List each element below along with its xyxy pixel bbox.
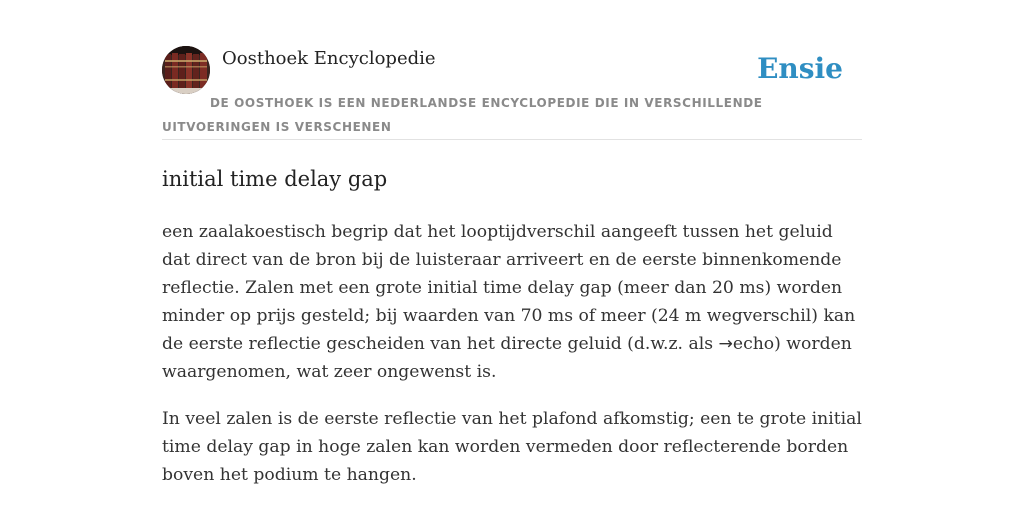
paragraph-text: een zaalakoestisch begrip dat het looptijdverschil aangeeft tussen het geluid dat direct van de bron bij de luisteraar arriveert en de eerste binnenkomende reflectie. Zalen met een grote initial time delay gap (meer dan 20 ms) worden minder op prijs gesteld; bij waarden van 70 ms of meer (24 m wegverschil) kan de eerste reflectie gescheiden van het directe geluid (d.w.z. als	[162, 222, 856, 354]
page-container	[162, 46, 862, 489]
entry-title: initial time delay gap	[162, 167, 388, 191]
entry-paragraph	[162, 218, 862, 386]
paragraph-text: ) worden waargenomen, wat zeer ongewenst is.	[162, 334, 852, 382]
entry-paragraph: In veel zalen is de eerste reflectie van het plafond afkomstig; een te grote initial time delay gap in hoge zalen kan worden vermeden door reflecterende borden boven het podium te hangen.	[162, 409, 862, 485]
echo-link[interactable]: echo	[732, 334, 775, 354]
brand-logo[interactable]: Ensie	[757, 52, 843, 85]
source-header	[162, 46, 862, 140]
source-tagline: DE OOSTHOEK IS EEN NEDERLANDSE ENCYCLOPEDIE DIE IN VERSCHILLENDE UITVOERINGEN IS VERSCHENEN	[162, 96, 763, 134]
arrow-icon: →	[718, 334, 733, 354]
source-name[interactable]: Oosthoek Encyclopedie	[222, 48, 436, 69]
encyclopedia-books-icon	[162, 46, 210, 94]
